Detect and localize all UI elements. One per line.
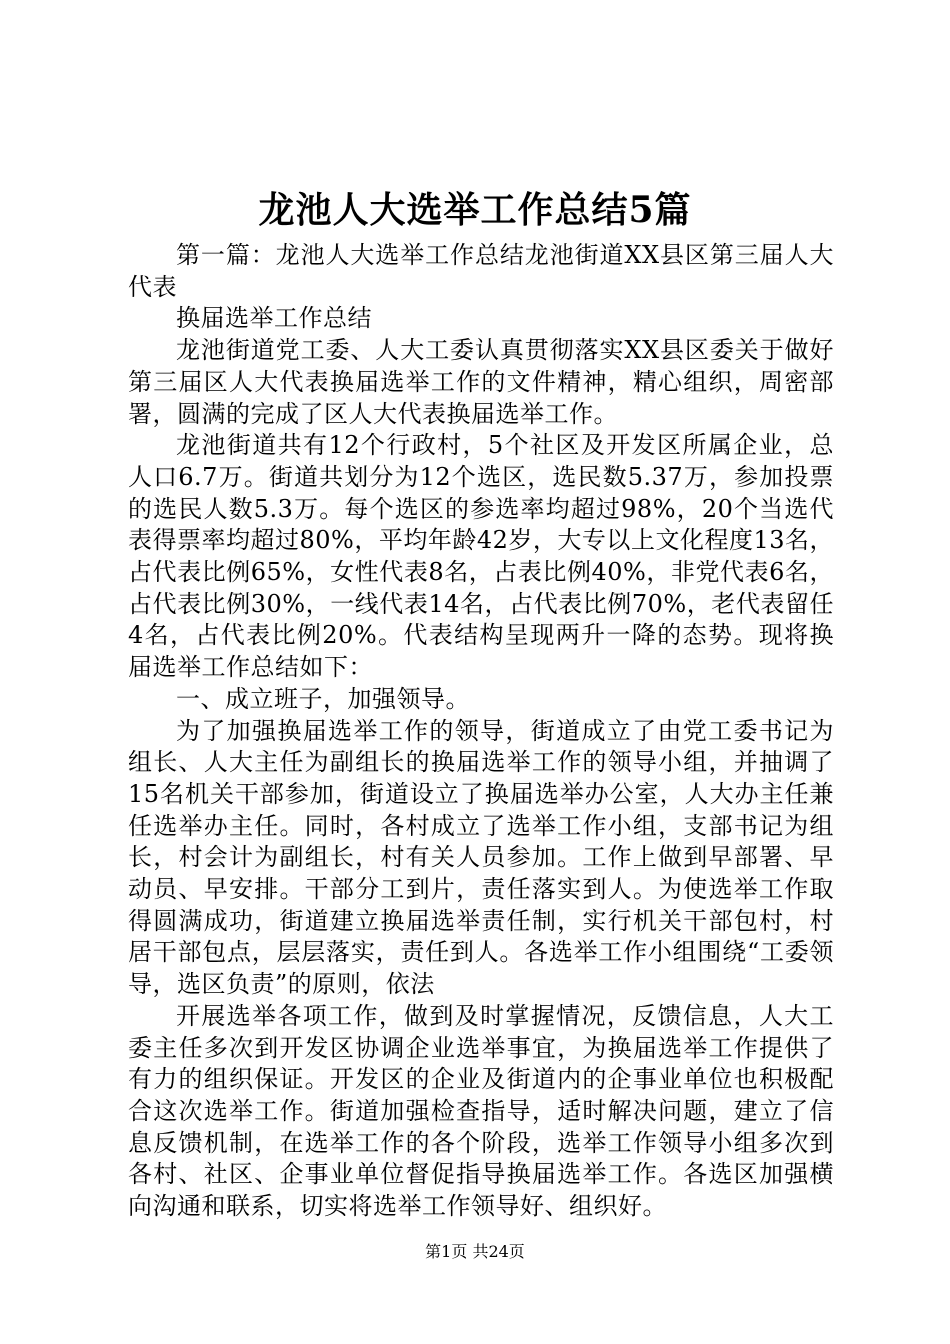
paragraph-3: 龙池街道党工委、人大工委认真贯彻落实XX县区委关于做好第三届区人大代表换届选举工作的文件精神，精心组织，周密部署，圆满的完成了区人大代表换届选举工作。 — [128, 336, 834, 428]
paragraph-5: 为了加强换届选举工作的领导，街道成立了由党工委书记为组长、人大主任为副组长的换届选举工作的领导小组，并抽调了15名机关干部参加，街道设立了换届选举办公室，人大办主任兼任选举办主任。同时，各村成立了选举工作小组，支部书记为组长，村会计为副组长，村有关人员参加。工作上做到早部署、早动员、早安排。干部分工到片，责任落实到人。为使选举工作取得圆满成功，街道建立换届选举责任制，实行机关干部包村，村居干部包点，层层落实，责任到人。各选举工作小组围绕“工委领导，选区负责”的原则，依法 — [128, 716, 834, 999]
paragraph-4: 龙池街道共有12个行政村，5个社区及开发区所属企业，总人口6.7万。街道共划分为12个选区，选民数5.37万，参加投票的选民人数5.3万。每个选区的参选率均超过98%，20个当选代表得票率均超过80%，平均年龄42岁，大专以上文化程度13名，占代表比例65%，女性代表8名，占表比例40%，非党代表6名，占代表比例30%，一线代表14名，占代表比例70%，老代表留任4名，占代表比例20%。代表结构呈现两升一降的态势。现将换届选举工作总结如下： — [128, 431, 834, 682]
page-title: 龙池人大选举工作总结5篇 — [258, 189, 692, 231]
paragraph-2: 换届选举工作总结 — [176, 304, 372, 333]
document-body — [128, 240, 834, 1223]
paragraph-6: 开展选举各项工作，做到及时掌握情况，反馈信息，人大工委主任多次到开发区协调企业选举事宜，为换届选举工作提供了有力的组织保证。开发区的企业及街道内的企事业单位也积极配合这次选举工作。街道加强检查指导，适时解决问题，建立了信息反馈机制，在选举工作的各个阶段，选举工作领导小组多次到各村、社区、企事业单位督促指导换届选举工作。各选区加强横向沟通和联系，切实将选举工作领导好、组织好。 — [128, 1001, 834, 1221]
page-number-footer: 第1页 共24页 — [425, 1242, 525, 1261]
section-heading-1: 一、成立班子，加强领导。 — [176, 684, 470, 713]
paragraph-1: 第一篇：龙池人大选举工作总结龙池街道XX县区第三届人大代表 — [128, 241, 834, 301]
